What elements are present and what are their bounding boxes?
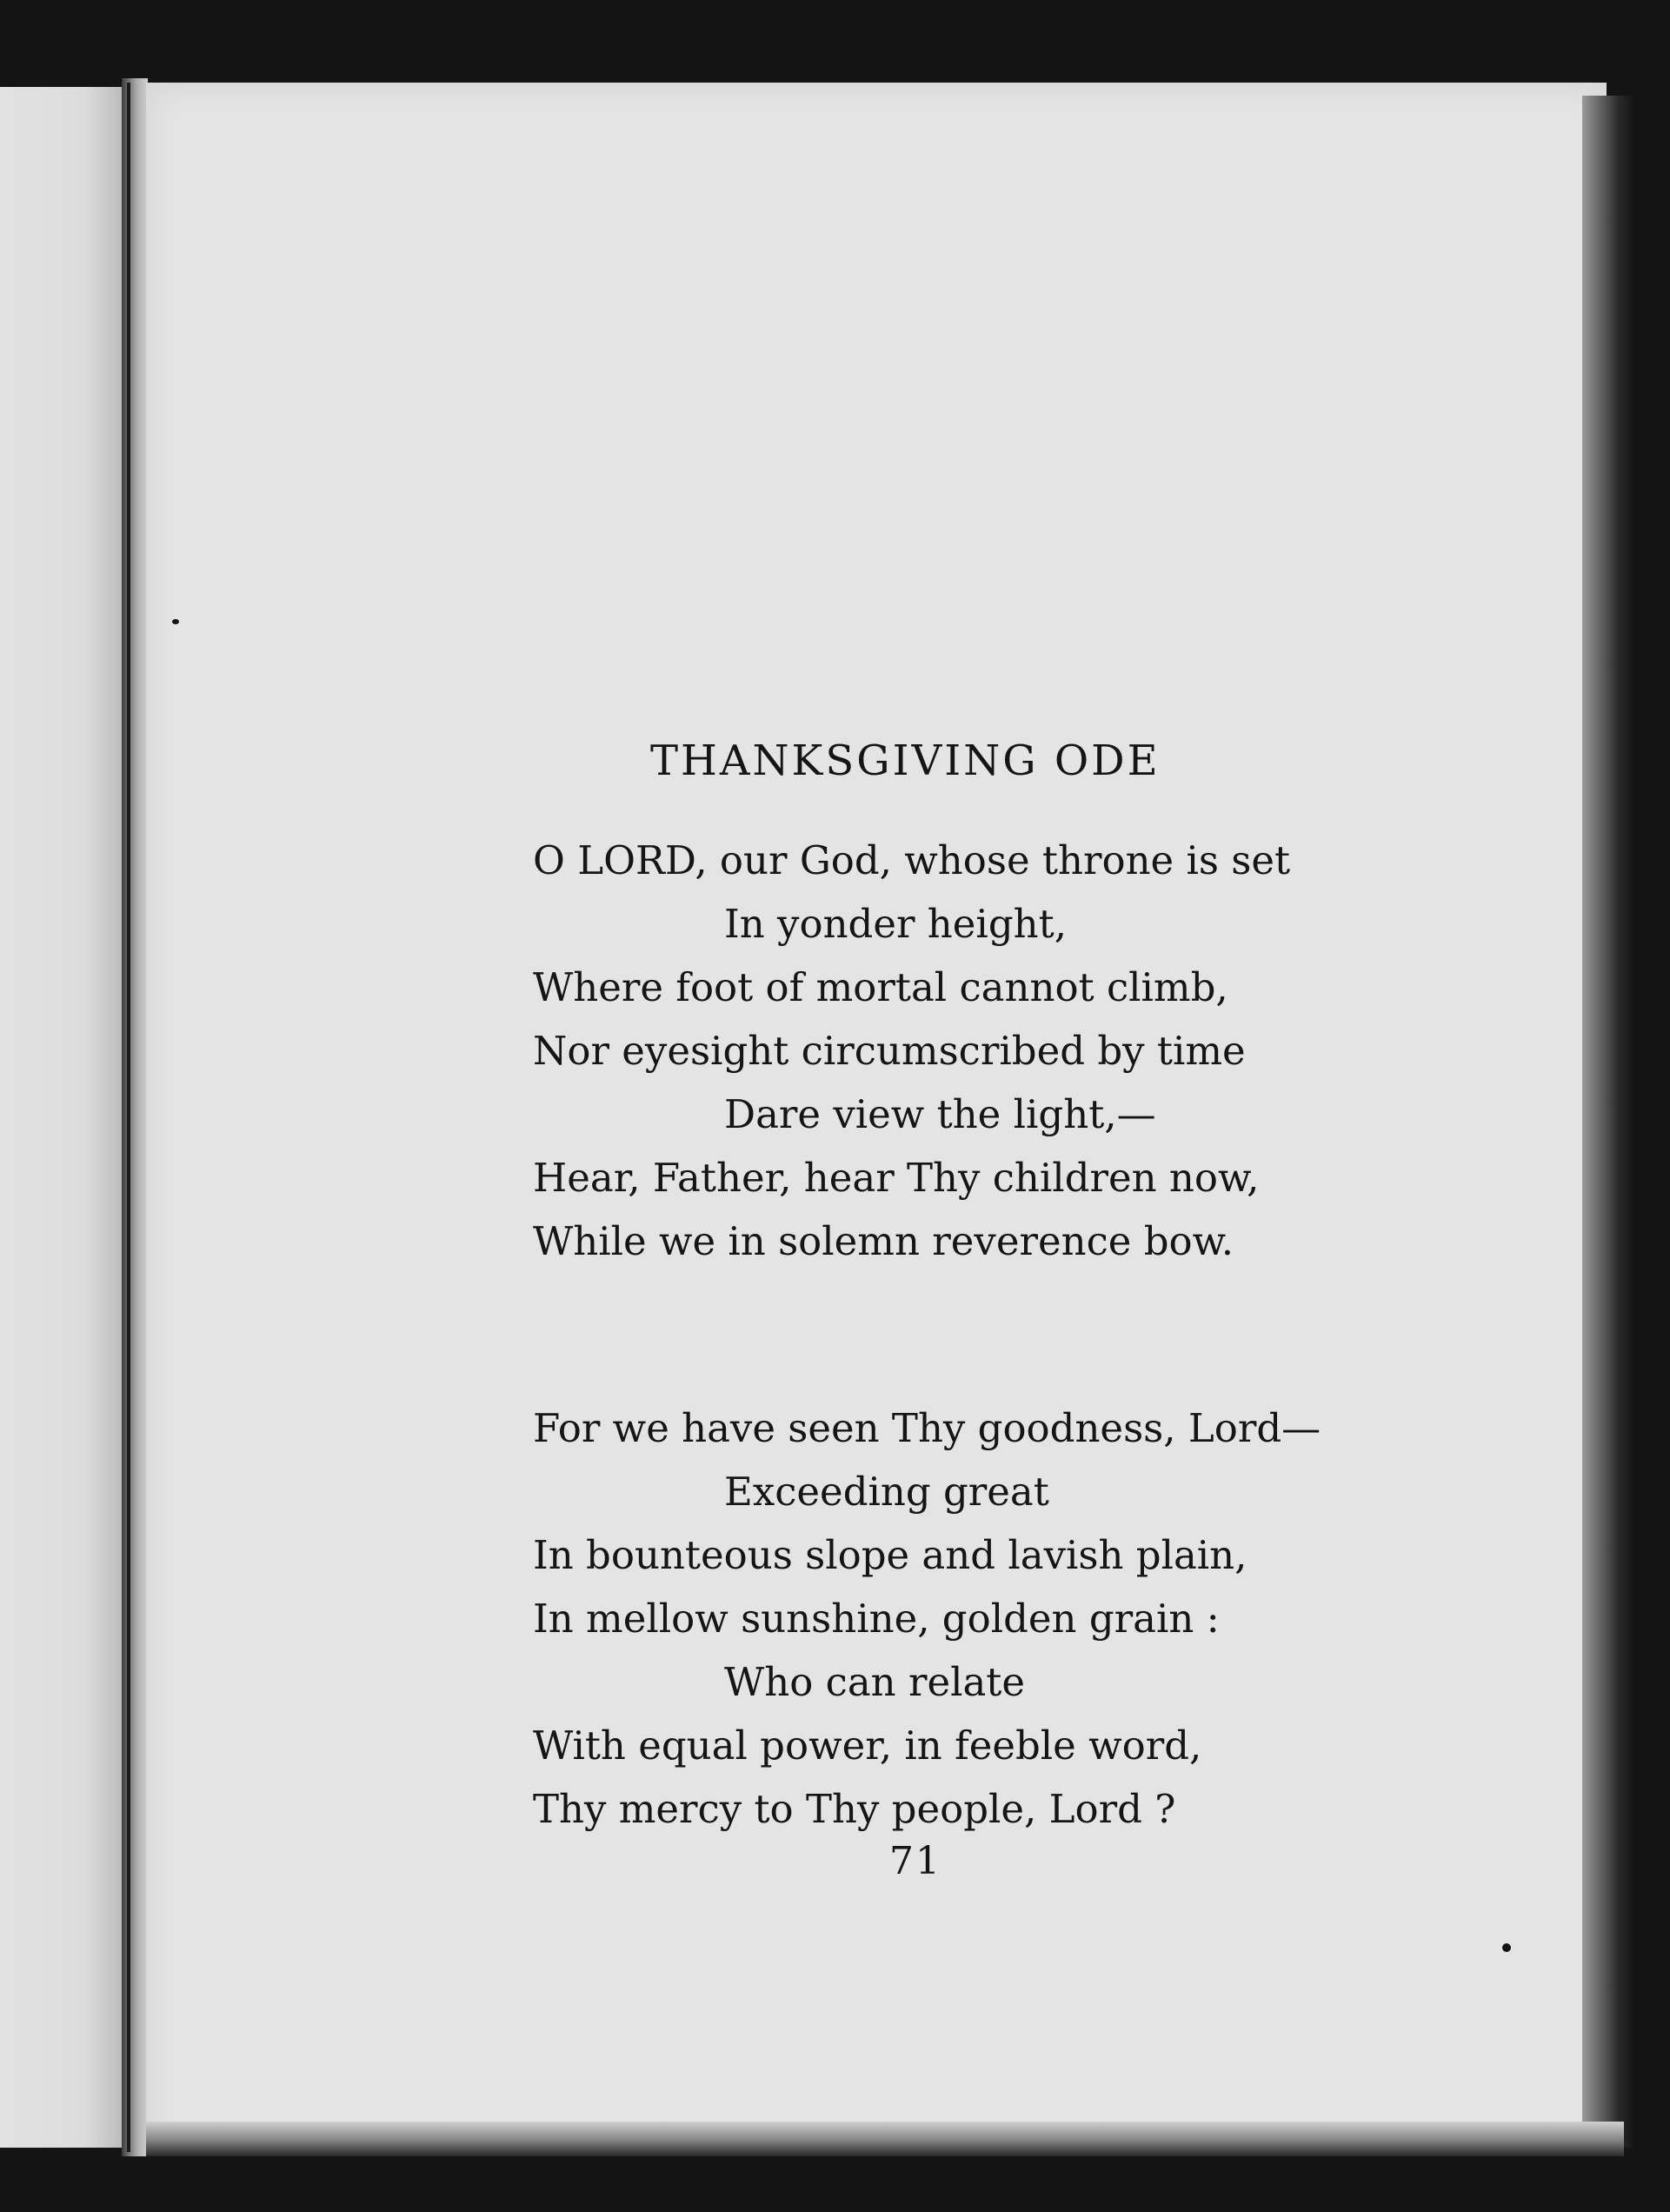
dust-speck [1502,1943,1511,1952]
poem-line: In yonder height, [724,901,1067,947]
poem-line: In mellow sunshine, golden grain : [533,1596,1220,1642]
poem-line: For we have seen Thy goodness, Lord— [533,1405,1321,1451]
previous-page-edge [0,87,122,2148]
poem-line: While we in solemn reverence bow. [533,1218,1234,1264]
poem-title: THANKSGIVING ODE [650,736,1161,785]
poem-line: Exceeding great [724,1469,1049,1515]
poem-line: Thy mercy to Thy people, Lord ? [533,1786,1176,1832]
book-page [146,83,1607,2156]
page-right-edge [1582,96,1634,2148]
poem-line: Dare view the light,— [724,1091,1156,1137]
poem-line: In bounteous slope and lavish plain, [533,1532,1248,1578]
page-number: 71 [889,1839,941,1883]
poem-line: Where foot of mortal cannot climb, [533,964,1228,1010]
book-gutter [122,78,148,2156]
poem-line: O LORD, our God, whose throne is set [533,837,1291,883]
poem-line: Nor eyesight circumscribed by time [533,1028,1246,1074]
dust-speck [172,619,179,624]
gutter-shadow-line [127,83,130,2152]
poem-line: Who can relate [724,1659,1026,1705]
poem-line: With equal power, in feeble word, [533,1722,1202,1769]
page-bottom-edge [146,2122,1624,2156]
poem [146,83,1607,2156]
poem-line: Hear, Father, hear Thy children now, [533,1155,1260,1201]
